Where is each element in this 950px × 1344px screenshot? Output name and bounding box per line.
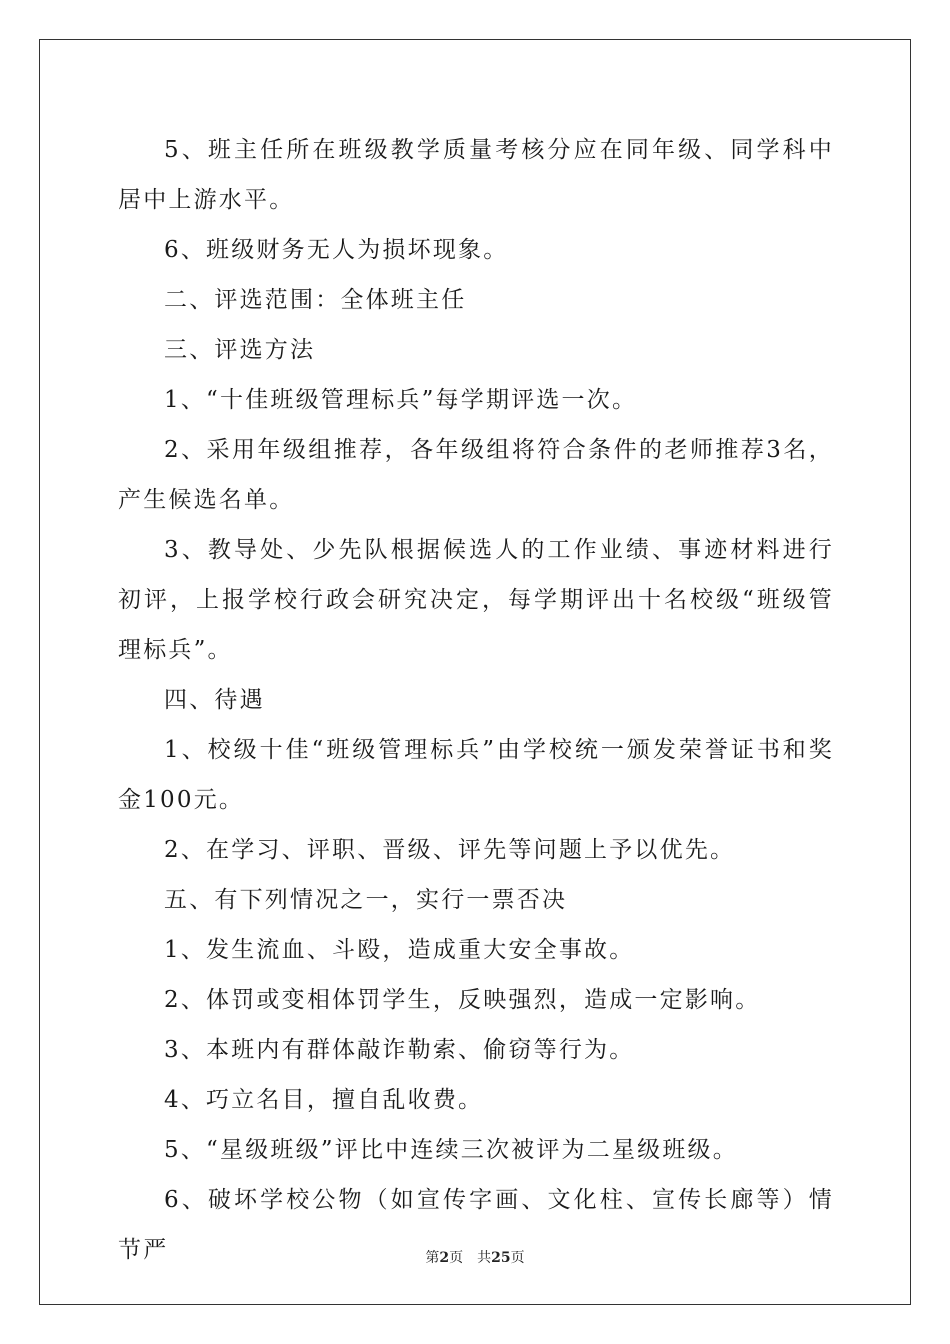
paragraph: 6、破坏学校公物（如宣传字画、文化柱、宣传长廊等）情节严 [118, 1187, 834, 1263]
paragraph: 5、班主任所在班级教学质量考核分应在同年级、同学科中居中上游水平。 [118, 137, 834, 213]
paragraph: 2、采用年级组推荐，各年级组将符合条件的老师推荐3名，产生候选名单。 [118, 437, 834, 513]
section-heading: 四、待遇 [164, 687, 265, 713]
paragraph: 2、体罚或变相体罚学生，反映强烈，造成一定影响。 [164, 987, 761, 1013]
page-suffix: 页 [449, 1250, 464, 1266]
page-number: 2 [439, 1250, 450, 1266]
section-heading: 二、评选范围：全体班主任 [164, 287, 467, 313]
paragraph: 3、教导处、少先队根据候选人的工作业绩、事迹材料进行初评，上报学校行政会研究决定，每学期评出十名校级“班级管理标兵”。 [118, 537, 834, 663]
paragraph: 1、发生流血、斗殴，造成重大安全事故。 [164, 937, 635, 963]
paragraph: 2、在学习、评职、晋级、评先等问题上予以优先。 [164, 837, 736, 863]
section-heading: 三、评选方法 [164, 337, 316, 363]
paragraph: 1、“十佳班级管理标兵”每学期评选一次。 [164, 387, 638, 413]
page-footer [0, 1249, 950, 1267]
paragraph: 1、校级十佳“班级管理标兵”由学校统一颁发荣誉证书和奖金100元。 [118, 737, 834, 813]
paragraph: 3、本班内有群体敲诈勒索、偷窃等行为。 [164, 1037, 635, 1063]
page-prefix: 第 [425, 1250, 440, 1266]
paragraph: 6、班级财务无人为损坏现象。 [164, 237, 509, 263]
paragraph: 5、“星级班级”评比中连续三次被评为二星级班级。 [164, 1137, 738, 1163]
paragraph: 4、巧立名目，擅自乱收费。 [164, 1087, 484, 1113]
section-heading: 五、有下列情况之一，实行一票否决 [164, 887, 568, 913]
total-suffix: 页 [510, 1250, 525, 1266]
document-body [118, 125, 834, 1275]
total-prefix: 共 [477, 1250, 492, 1266]
total-pages: 25 [491, 1250, 511, 1266]
